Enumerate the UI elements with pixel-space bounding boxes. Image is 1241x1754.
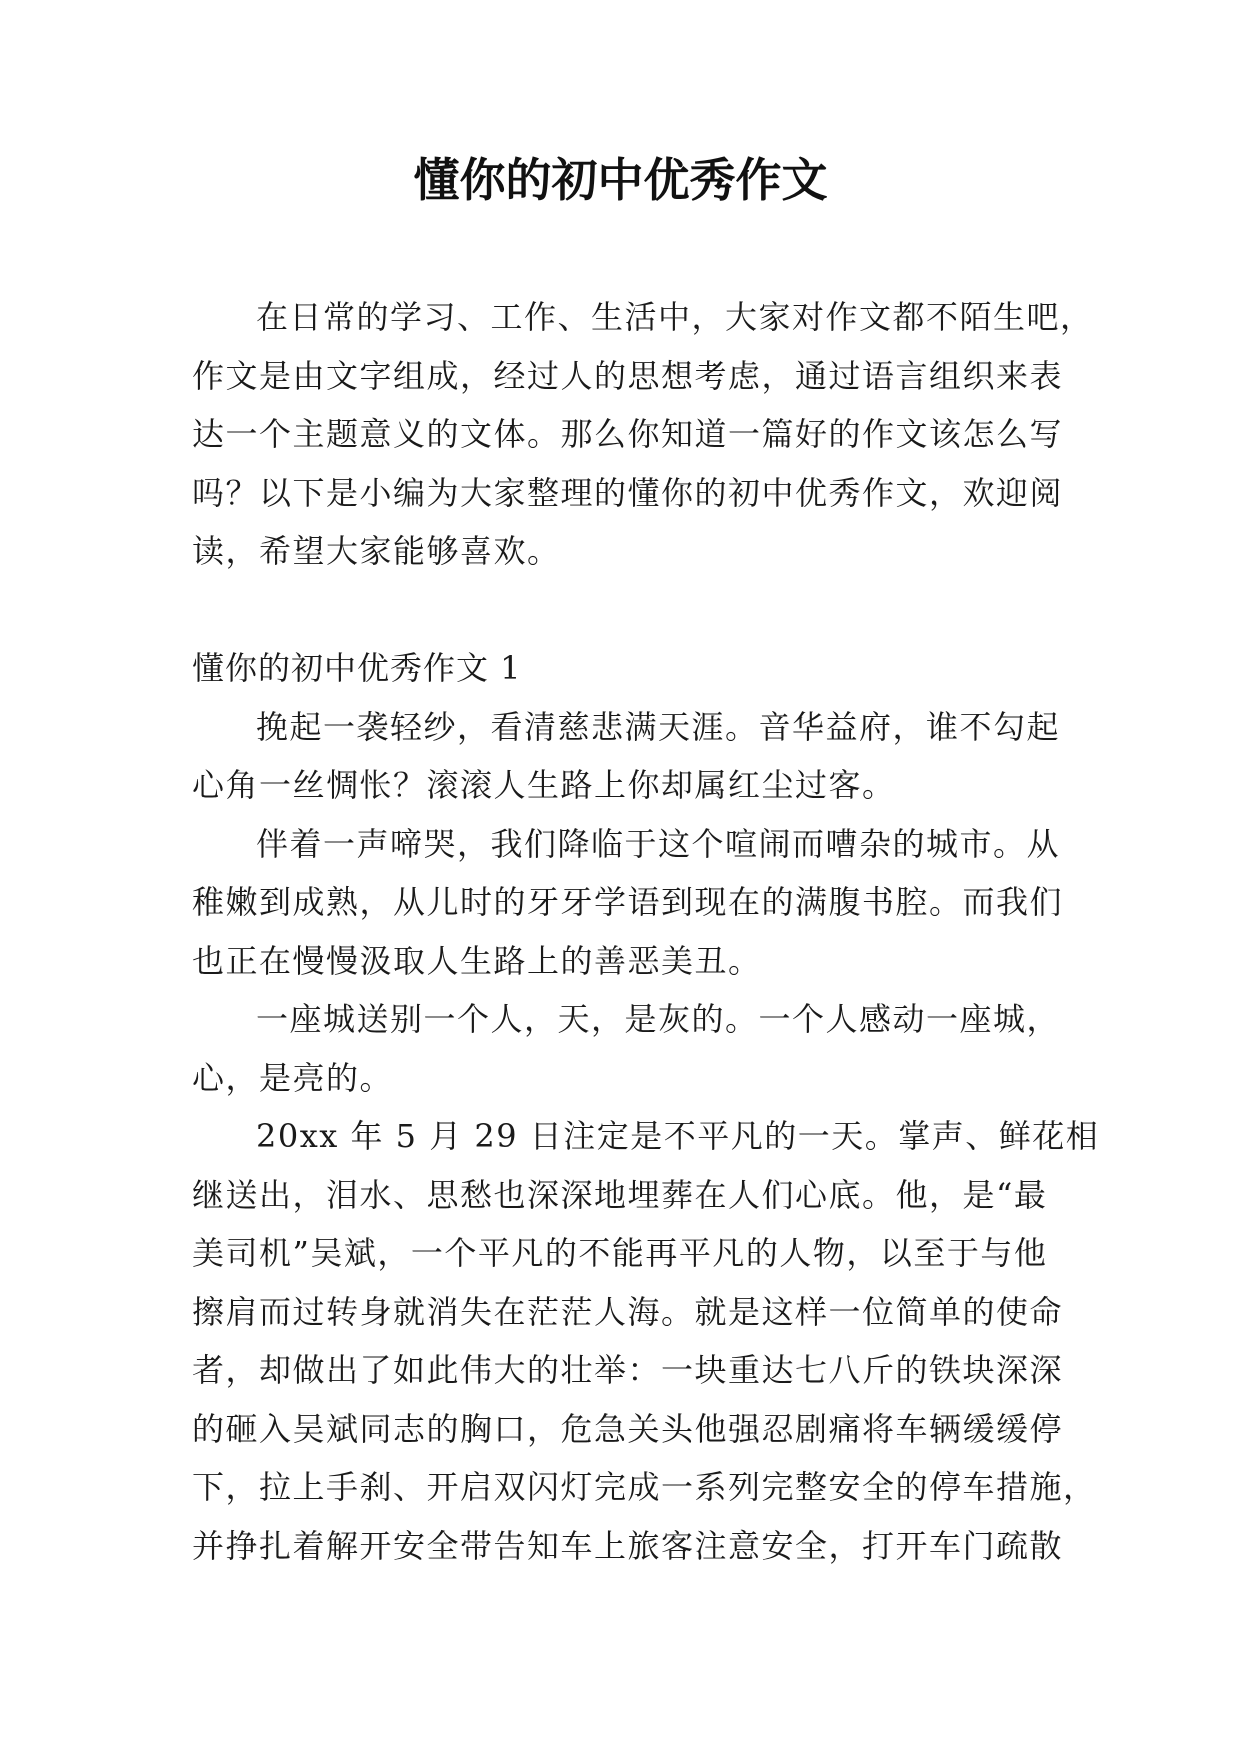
text-line: 稚嫩到成熟，从儿时的牙牙学语到现在的满腹书腔。而我们 [192, 883, 1064, 921]
text-line: 在日常的学习、工作、生活中，大家对作文都不陌生吧， [256, 298, 1094, 336]
text-line: 者，却做出了如此伟大的壮举：一块重达七八斤的铁块深深 [192, 1351, 1064, 1389]
intro-paragraph [192, 288, 1094, 581]
section-heading: 懂你的初中优秀作文 1 [192, 649, 522, 687]
body-paragraph [192, 698, 1062, 815]
text-line: 美司机”吴斌，一个平凡的不能再平凡的人物，以至于与他 [192, 1234, 1048, 1272]
text-line: 并挣扎着解开安全带告知车上旅客注意安全，打开车门疏散 [192, 1526, 1064, 1565]
text-line: 也正在慢慢汲取人生路上的善恶美丑。 [192, 941, 762, 980]
text-line: 伴着一声啼哭，我们降临于这个喧闹而嘈杂的城市。从 [256, 824, 1061, 863]
body-paragraph [192, 815, 1062, 991]
text-line: 作文是由文字组成，经过人的思想考虑，通过语言组织来表 [192, 356, 1064, 395]
text-line: 擦肩而过转身就消失在茫茫人海。就是这样一位简单的使命 [192, 1292, 1064, 1331]
text-line: 读，希望大家能够喜欢。 [192, 532, 561, 570]
text-line: 一座城送别一个人，天，是灰的。一个人感动一座城， [256, 1000, 1061, 1038]
text-line: 的砸入吴斌同志的胸口，危急关头他强忍剧痛将车辆缓缓停 [192, 1409, 1064, 1448]
text-line: 挽起一袭轻纱，看清慈悲满天涯。音华益府，谁不勾起 [256, 707, 1061, 746]
body-paragraph [192, 990, 1062, 1107]
text-line: 达一个主题意义的文体。那么你知道一篇好的作文该怎么写 [192, 415, 1064, 453]
text-line: 继送出，泪水、思愁也深深地埋葬在人们心底。他，是“最 [192, 1175, 1048, 1214]
text-line: 20xx 年 5 月 29 日注定是不平凡的一天。掌声、鲜花相 [256, 1117, 1100, 1155]
page-title: 懂你的初中优秀作文 [413, 153, 828, 207]
document-body [192, 288, 1100, 1575]
body-paragraph [192, 1107, 1100, 1575]
paragraph-spacer [192, 581, 1062, 640]
text-line: 下，拉上手刹、开启双闪灯完成一系列完整安全的停车措施， [192, 1468, 1097, 1506]
text-line: 心，是亮的。 [192, 1058, 394, 1097]
text-line: 心角一丝惆怅？滚滚人生路上你却属红尘过客。 [192, 766, 896, 804]
text-line: 吗？以下是小编为大家整理的懂你的初中优秀作文，欢迎阅 [192, 473, 1064, 512]
